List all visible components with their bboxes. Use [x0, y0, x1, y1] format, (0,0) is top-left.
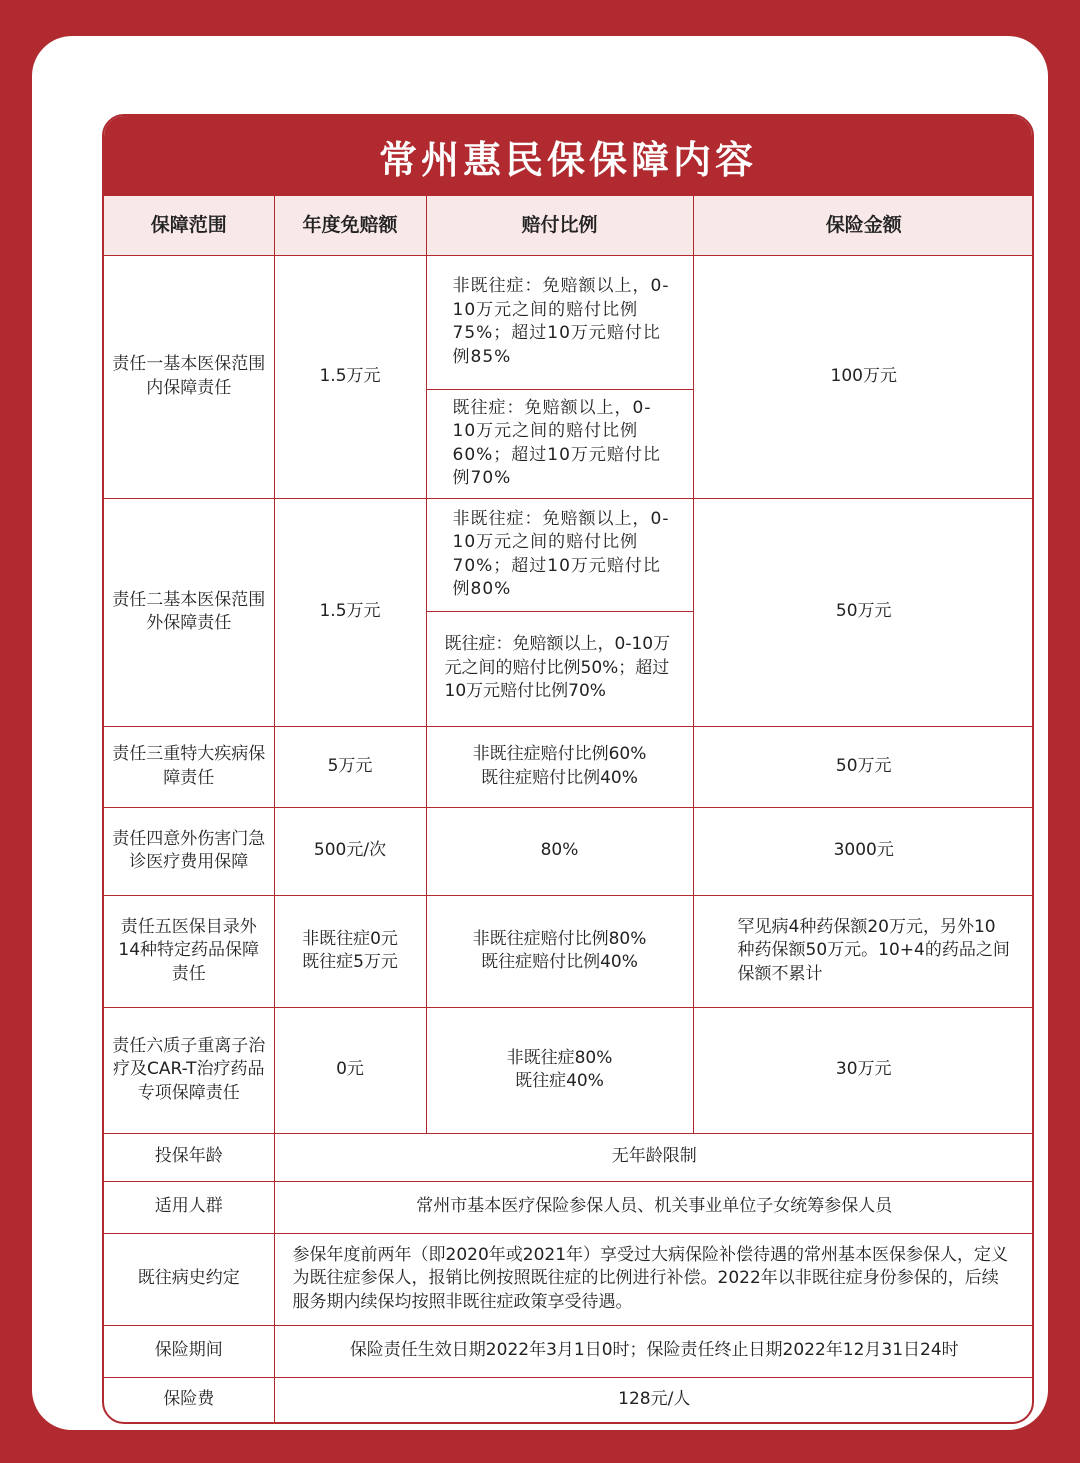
duty-deductible: 1.5万元: [274, 255, 426, 498]
duty-ratio: 非既往症80% 既往症40%: [426, 1007, 693, 1133]
duty-amount: 30万元: [693, 1007, 1034, 1133]
coverage-panel: [102, 114, 1034, 1424]
duty-ratio-non-pre: 非既往症：免赔额以上，0-10万元之间的赔付比例75%；超过10万元赔付比例85%: [426, 255, 693, 389]
info-label: 适用人群: [104, 1181, 274, 1233]
info-value: 保险责任生效日期2022年3月1日0时；保险责任终止日期2022年12月31日24时: [274, 1325, 1034, 1377]
table-row: [104, 255, 1034, 389]
info-row-history: [104, 1233, 1034, 1325]
info-label: 既往病史约定: [104, 1233, 274, 1325]
duty-name: 责任二基本医保范围外保障责任: [104, 498, 274, 726]
info-value: 无年龄限制: [274, 1133, 1034, 1181]
table-row: [104, 895, 1034, 1007]
header-ratio: 赔付比例: [426, 196, 693, 255]
info-row-people: [104, 1181, 1034, 1233]
info-row-age: [104, 1133, 1034, 1181]
duty-ratio-non-pre: 非既往症：免赔额以上，0-10万元之间的赔付比例70%；超过10万元赔付比例80%: [426, 498, 693, 611]
duty-ratio-pre: 既往症：免赔额以上，0-10万元之间的赔付比例50%；超过10万元赔付比例70%: [426, 611, 693, 726]
duty-amount: 3000元: [693, 807, 1034, 895]
info-label: 保险期间: [104, 1325, 274, 1377]
duty-ratio: 非既往症赔付比例80% 既往症赔付比例40%: [426, 895, 693, 1007]
duty-deductible: 500元/次: [274, 807, 426, 895]
duty-amount: 罕见病4种药保额20万元，另外10种药保额50万元。10+4的药品之间保额不累计: [693, 895, 1034, 1007]
duty-ratio: 80%: [426, 807, 693, 895]
header-row: [104, 196, 1034, 255]
duty-amount: 100万元: [693, 255, 1034, 498]
coverage-table: [104, 196, 1034, 1422]
duty-amount: 50万元: [693, 498, 1034, 726]
duty-deductible: 0元: [274, 1007, 426, 1133]
duty-amount: 50万元: [693, 726, 1034, 807]
table-row: [104, 726, 1034, 807]
table-row: [104, 498, 1034, 611]
background-card: [32, 36, 1048, 1430]
duty-deductible: 1.5万元: [274, 498, 426, 726]
duty-name: 责任四意外伤害门急诊医疗费用保障: [104, 807, 274, 895]
info-label: 投保年龄: [104, 1133, 274, 1181]
header-deductible: 年度免赔额: [274, 196, 426, 255]
info-value: 128元/人: [274, 1377, 1034, 1422]
info-label: 保险费: [104, 1377, 274, 1422]
info-row-period: [104, 1325, 1034, 1377]
info-row-premium: [104, 1377, 1034, 1422]
duty-name: 责任六质子重离子治疗及CAR-T治疗药品专项保障责任: [104, 1007, 274, 1133]
duty-name: 责任五医保目录外14种特定药品保障责任: [104, 895, 274, 1007]
duty-deductible: 非既往症0元 既往症5万元: [274, 895, 426, 1007]
duty-deductible: 5万元: [274, 726, 426, 807]
duty-ratio: 非既往症赔付比例60% 既往症赔付比例40%: [426, 726, 693, 807]
duty-name: 责任一基本医保范围内保障责任: [104, 255, 274, 498]
info-value: 参保年度前两年（即2020年或2021年）享受过大病保险补偿待遇的常州基本医保参保人，定义为既往症参保人，报销比例按照既往症的比例进行补偿。2022年以非既往症身份参保的，后续服务期内续保均按照非既往症政策享受待遇。: [274, 1233, 1034, 1325]
header-scope: 保障范围: [104, 196, 274, 255]
duty-name: 责任三重特大疾病保障责任: [104, 726, 274, 807]
page-title: 常州惠民保保障内容: [104, 116, 1032, 196]
info-value: 常州市基本医疗保险参保人员、机关事业单位子女统筹参保人员: [274, 1181, 1034, 1233]
header-amount: 保险金额: [693, 196, 1034, 255]
duty-ratio-pre: 既往症：免赔额以上，0-10万元之间的赔付比例60%；超过10万元赔付比例70%: [426, 389, 693, 498]
table-row: [104, 807, 1034, 895]
table-row: [104, 1007, 1034, 1133]
